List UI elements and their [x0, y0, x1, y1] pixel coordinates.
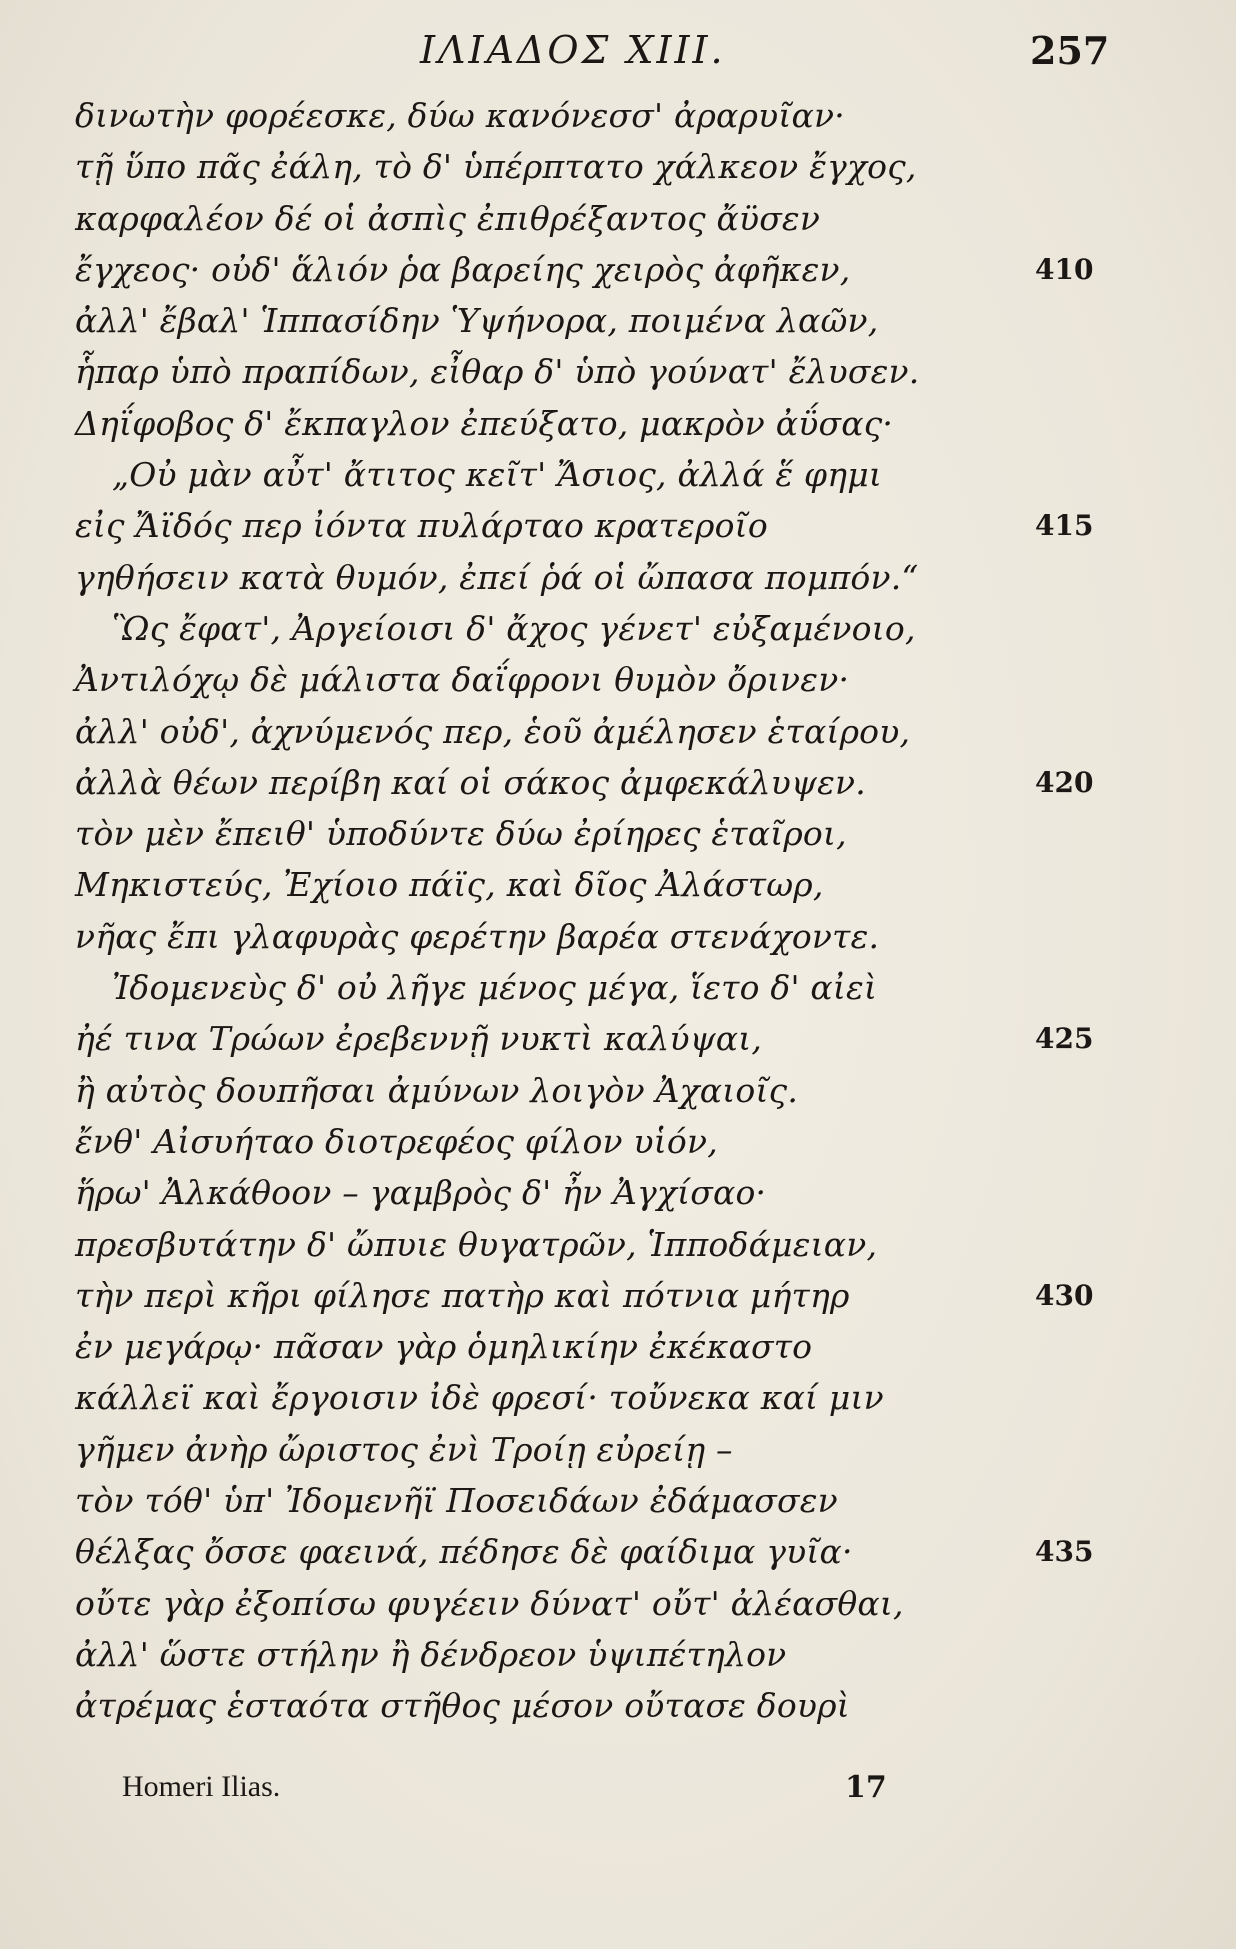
page-footer — [0, 1770, 1236, 1820]
verse-text: θέλξας ὄσσε φαεινά, πέδησε δὲ φαίδιμα γυῖα· — [75, 1532, 853, 1572]
verse-line — [0, 706, 1236, 757]
verse-text: ἔγχεος· οὐδ' ἅλιόν ῥα βαρείης χειρὸς ἀφῆκεν, — [75, 249, 851, 289]
verse-line — [0, 1372, 1236, 1423]
verse-line — [0, 552, 1236, 603]
verse-line — [0, 449, 1236, 500]
verse-line — [0, 193, 1236, 244]
verse-text: ἀλλ' ὥστε στήλην ἢ δένδρεον ὑψιπέτηλον — [75, 1634, 787, 1674]
verse-text: οὔτε γὰρ ἐξοπίσω φυγέειν δύνατ' οὔτ' ἀλέασθαι, — [75, 1583, 904, 1623]
verse-text: „Οὐ μὰν αὖτ' ἄτιτος κεῖτ' Ἄσιος, ἀλλά ἕ φημι — [112, 455, 882, 495]
verse-text: πρεσβυτάτην δ' ὤπυιε θυγατρῶν, Ἱπποδάμειαν, — [75, 1224, 878, 1264]
verse-text: ἔνθ' Αἰσυήταο διοτρεφέος φίλον υἱόν, — [75, 1121, 718, 1161]
page-title: ΙΛΙΑΔΟΣ XIII. — [420, 28, 726, 72]
line-number: 430 — [1035, 1278, 1094, 1312]
verse-text: ἀλλ' οὐδ', ἀχνύμενός περ, ἑοῦ ἀμέλησεν ἑταίρου, — [75, 711, 911, 751]
verse-text: ἢ αὐτὸς δουπῆσαι ἀμύνων λοιγὸν Ἀχαιοῖς. — [75, 1070, 799, 1110]
running-head — [0, 28, 1236, 88]
line-number: 410 — [1035, 252, 1094, 286]
verse-line — [0, 346, 1236, 397]
verse-text: ἀλλ' ἔβαλ' Ἱππασίδην Ὑψήνορα, ποιμένα λαῶν, — [75, 301, 879, 341]
verse-text: Ἀντιλόχῳ δὲ μάλιστα δαΐφρονι θυμὸν ὄρινεν· — [75, 660, 850, 700]
verse-line — [0, 654, 1236, 705]
verse-line — [0, 1065, 1236, 1116]
verse-line — [0, 911, 1236, 962]
verse-text: Ἰδομενεὺς δ' οὐ λῆγε μένος μέγα, ἵετο δ' αἰεὶ — [112, 968, 878, 1008]
verse-line — [0, 1321, 1236, 1372]
verse-text: κάλλεϊ καὶ ἔργοισιν ἰδὲ φρεσί· τοὔνεκα καί μιν — [75, 1378, 884, 1418]
verse-lines — [0, 90, 1236, 1732]
verse-text: Μηκιστεύς, Ἐχίοιο πάϊς, καὶ δῖος Ἀλάστωρ, — [75, 865, 824, 905]
verse-line — [0, 1526, 1236, 1577]
verse-line — [0, 1219, 1236, 1270]
verse-line — [0, 1578, 1236, 1629]
footer-book-title: Homeri Ilias. — [122, 1770, 281, 1803]
verse-line — [0, 1629, 1236, 1680]
verse-line — [0, 1167, 1236, 1218]
verse-line — [0, 1013, 1236, 1064]
verse-line — [0, 962, 1236, 1013]
verse-line — [0, 244, 1236, 295]
verse-text: ἐν μεγάρῳ· πᾶσαν γὰρ ὁμηλικίην ἐκέκαστο — [75, 1327, 813, 1367]
verse-text: γῆμεν ἀνὴρ ὤριστος ἐνὶ Τροίῃ εὐρείῃ – — [75, 1429, 733, 1469]
verse-text: τὸν τόθ' ὑπ' Ἰδομενῆϊ Ποσειδάων ἐδάμασσεν — [75, 1481, 838, 1521]
verse-line — [0, 295, 1236, 346]
footer-signature-mark: 17 — [845, 1770, 887, 1805]
line-number: 420 — [1035, 765, 1094, 799]
verse-text: ἥρω' Ἀλκάθοον – γαμβρὸς δ' ἦν Ἀγχίσαο· — [75, 1173, 767, 1213]
verse-line — [0, 1680, 1236, 1731]
verse-line — [0, 1270, 1236, 1321]
line-number: 425 — [1035, 1022, 1094, 1056]
verse-text: ἀτρέμας ἑσταότα στῆθος μέσον οὔτασε δουρὶ — [75, 1686, 850, 1726]
verse-text: εἰς Ἄϊδός περ ἰόντα πυλάρταο κρατεροῖο — [75, 506, 768, 546]
verse-line — [0, 603, 1236, 654]
verse-line — [0, 500, 1236, 551]
verse-text: ἧπαρ ὑπὸ πραπίδων, εἶθαρ δ' ὑπὸ γούνατ' ἔλυσεν. — [75, 352, 920, 392]
verse-line — [0, 808, 1236, 859]
verse-text: Ὣς ἔφατ', Ἀργείοισι δ' ἄχος γένετ' εὐξαμένοιο, — [112, 608, 916, 648]
verse-line — [0, 757, 1236, 808]
verse-text: ἠέ τινα Τρώων ἐρεβεννῇ νυκτὶ καλύψαι, — [75, 1019, 763, 1059]
verse-line — [0, 1116, 1236, 1167]
verse-text: γηθήσειν κατὰ θυμόν, ἐπεί ῥά οἱ ὤπασα πομπόν.“ — [75, 557, 919, 597]
line-number: 415 — [1035, 509, 1094, 543]
verse-line — [0, 90, 1236, 141]
verse-text: τὴν περὶ κῆρι φίλησε πατὴρ καὶ πότνια μήτηρ — [75, 1275, 850, 1315]
verse-line — [0, 859, 1236, 910]
verse-text: Δηΐφοβος δ' ἔκπαγλον ἐπεύξατο, μακρὸν ἀΰσας· — [75, 403, 894, 443]
verse-text: δινωτὴν φορέεσκε, δύω κανόνεσσ' ἀραρυῖαν· — [75, 96, 845, 135]
page-number: 257 — [1030, 28, 1110, 73]
verse-text: τῇ ὕπο πᾶς ἐάλη, τὸ δ' ὑπέρπτατο χάλκεον ἔγχος, — [75, 147, 917, 187]
verse-text: καρφαλέον δέ οἱ ἀσπὶς ἐπιθρέξαντος ἄϋσεν — [75, 198, 821, 238]
verse-text: ἀλλὰ θέων περίβη καί οἱ σάκος ἀμφεκάλυψεν. — [75, 762, 866, 802]
verse-line — [0, 398, 1236, 449]
verse-text: τὸν μὲν ἔπειθ' ὑποδύντε δύω ἐρίηρες ἑταῖροι, — [75, 814, 847, 854]
verse-line — [0, 141, 1236, 192]
verse-text: νῆας ἔπι γλαφυρὰς φερέτην βαρέα στενάχοντε. — [75, 916, 880, 956]
verse-line — [0, 1424, 1236, 1475]
verse-line — [0, 1475, 1236, 1526]
line-number: 435 — [1035, 1535, 1094, 1569]
